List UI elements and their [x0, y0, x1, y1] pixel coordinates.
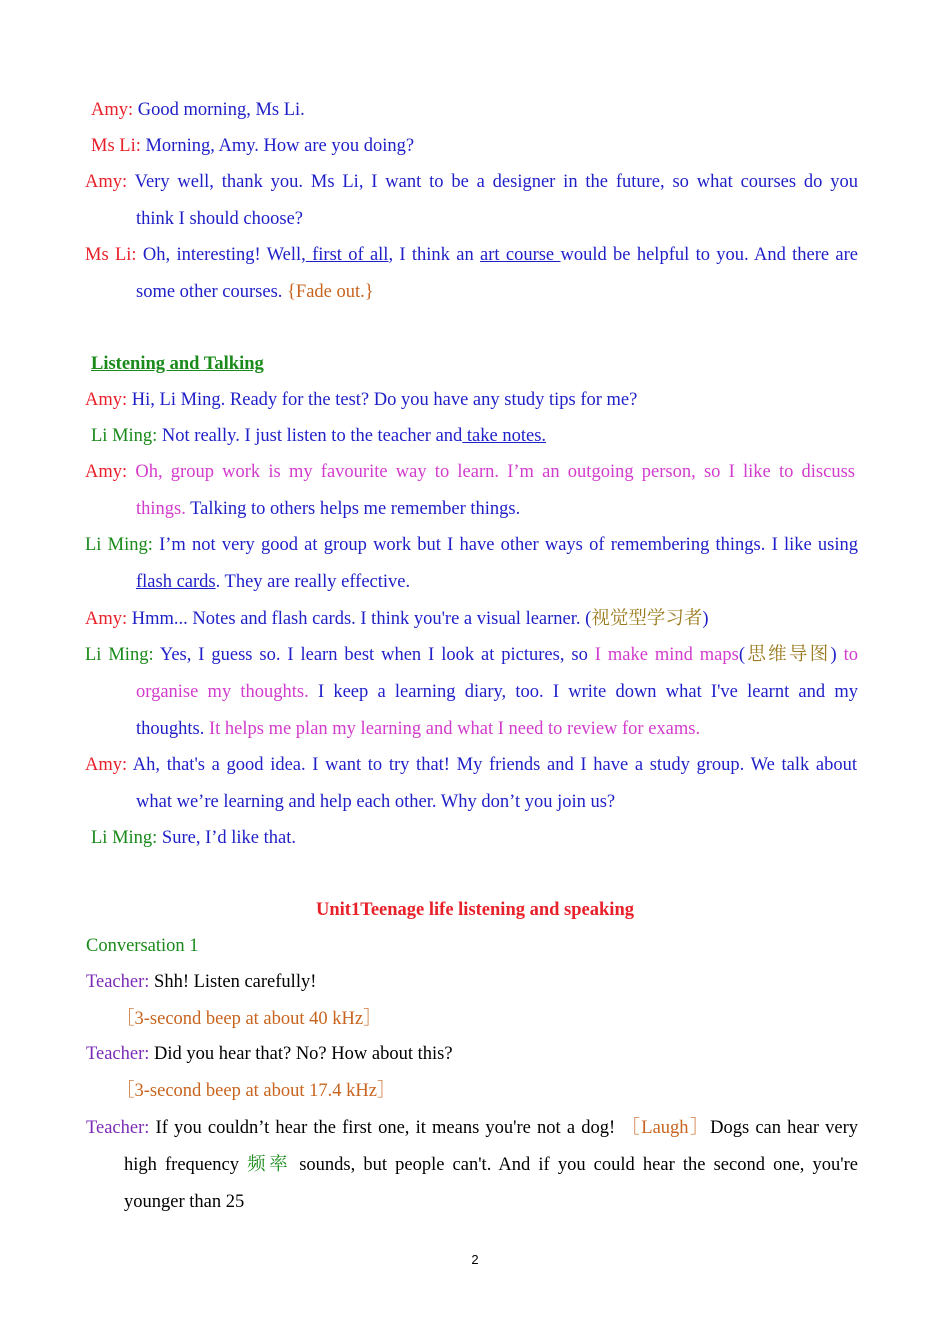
- dialogue-text: think I should choose?: [136, 209, 303, 229]
- speaker-label: Teacher:: [86, 1044, 150, 1064]
- dialogue-line: [85, 389, 637, 411]
- dialogue-text: would be helpful to you. And there are: [560, 245, 859, 265]
- dialogue-line: [85, 171, 858, 193]
- highlighted-text: It helps me plan my learning and what I need to review for exams.: [208, 719, 701, 739]
- dialogue-text: Good morning, Ms Li.: [133, 100, 305, 120]
- speaker-label: Ms Li:: [91, 136, 141, 156]
- dialogue-text: younger than 25: [124, 1192, 245, 1212]
- dialogue-text: I’m not very good at group work but I have other ways of remembering things. I like using: [152, 535, 858, 555]
- dialogue-text: Not really. I just listen to the teacher and: [157, 426, 463, 446]
- dialogue-text: high frequency: [124, 1155, 248, 1175]
- speaker-label: Amy:: [85, 609, 128, 629]
- dialogue-text: what we’re learning and help each other. Why don’t you join us?: [136, 792, 616, 812]
- dialogue-text: . They are really effective.: [215, 572, 411, 592]
- dialogue-text: Oh, group work is my favourite way to learn. I’m an outgoing person, so I like to discuss: [127, 462, 855, 482]
- dialogue-line-continued: [136, 681, 858, 703]
- chinese-gloss: 视觉型学习者: [591, 609, 703, 629]
- underlined-phrase: take notes.: [462, 426, 547, 446]
- dialogue-line-continued: [136, 571, 410, 593]
- dialogue-text: Yes, I guess so. I learn best when I look at pictures, so: [153, 645, 595, 665]
- sound-effect-note: ［3-second beep at about 40 kHz］: [116, 1009, 382, 1029]
- dialogue-text: ): [702, 609, 709, 629]
- dialogue-line: [85, 244, 858, 266]
- dialogue-line-continued: [136, 498, 520, 520]
- dialogue-line: [85, 644, 858, 666]
- dialogue-text: Shh! Listen carefully!: [149, 972, 317, 992]
- dialogue-text: Ah, that's a good idea. I want to try that! My friends and I have a study group. We talk about: [127, 755, 857, 775]
- speaker-label: Li Ming:: [91, 828, 158, 848]
- conversation-label: Conversation 1: [86, 936, 199, 956]
- dialogue-line: [91, 135, 414, 157]
- speaker-label: Amy:: [85, 755, 128, 775]
- sound-effect-note: ［3-second beep at about 17.4 kHz］: [116, 1081, 396, 1101]
- underlined-phrase: art course: [480, 245, 561, 265]
- dialogue-line: [85, 754, 857, 776]
- dialogue-text: some other courses.: [136, 282, 288, 302]
- section-title: Listening and Talking: [91, 354, 264, 374]
- dialogue-line-continued: [136, 791, 615, 813]
- dialogue-text: I keep a learning diary, too. I write down what I've learnt and my: [308, 682, 858, 702]
- dialogue-text: Hmm... Notes and flash cards. I think you're a visual learner. (: [127, 609, 592, 629]
- dialogue-line: [91, 827, 296, 849]
- dialogue-text: Oh, interesting! Well,: [136, 245, 306, 265]
- dialogue-text: Talking to others helps me remember things.: [185, 499, 521, 519]
- highlighted-text: to: [836, 645, 859, 665]
- dialogue-line-continued: [136, 281, 374, 303]
- speaker-label: Teacher:: [86, 1118, 150, 1138]
- underlined-phrase: flash cards: [136, 572, 216, 592]
- dialogue-text: (: [738, 645, 746, 665]
- dialogue-line-continued: [136, 208, 303, 230]
- speaker-label: Ms Li:: [85, 245, 137, 265]
- sound-effect-note: ［Laugh］: [621, 1118, 711, 1138]
- dialogue-line: [91, 425, 546, 447]
- speaker-label: Amy:: [85, 390, 128, 410]
- dialogue-text: If you couldn’t hear the first one, it means you're not a dog!: [149, 1118, 622, 1138]
- page-number: 2: [471, 1252, 479, 1267]
- stage-direction: {Fade out.}: [287, 282, 374, 302]
- speaker-label: Amy:: [85, 172, 128, 192]
- dialogue-line: [91, 99, 305, 121]
- highlighted-text: organise my thoughts.: [136, 682, 309, 702]
- dialogue-line-continued: [136, 718, 700, 740]
- dialogue-text: ): [830, 645, 837, 665]
- speaker-label: Li Ming:: [91, 426, 158, 446]
- dialogue-text: , I think an: [388, 245, 481, 265]
- unit-title: Unit1Teenage life listening and speaking: [316, 900, 634, 920]
- dialogue-text: Morning, Amy. How are you doing?: [140, 136, 415, 156]
- highlighted-text: things.: [136, 499, 186, 519]
- dialogue-text: thoughts.: [136, 719, 209, 739]
- underlined-phrase: first of all: [305, 245, 389, 265]
- dialogue-line-continued: [124, 1191, 244, 1213]
- chinese-gloss: 频率: [247, 1155, 292, 1175]
- dialogue-line-continued: [124, 1154, 858, 1176]
- dialogue-text: Dogs can hear very: [710, 1118, 859, 1138]
- speaker-label: Amy:: [91, 100, 134, 120]
- highlighted-text: I make mind maps: [594, 645, 739, 665]
- dialogue-text: Did you hear that? No? How about this?: [149, 1044, 453, 1064]
- speaker-label: Teacher:: [86, 972, 150, 992]
- dialogue-line: [85, 461, 855, 483]
- dialogue-line: [85, 534, 858, 556]
- dialogue-text: sounds, but people can't. And if you could hear the second one, you're: [291, 1155, 858, 1175]
- chinese-gloss: 思维导图: [745, 645, 831, 665]
- dialogue-text: Very well, thank you. Ms Li, I want to be a designer in the future, so what courses do you: [127, 172, 858, 192]
- dialogue-text: Hi, Li Ming. Ready for the test? Do you have any study tips for me?: [127, 390, 638, 410]
- speaker-label: Li Ming:: [85, 535, 153, 555]
- dialogue-line: [86, 1117, 858, 1139]
- dialogue-line: [86, 971, 316, 993]
- speaker-label: Li Ming:: [85, 645, 154, 665]
- dialogue-line: [86, 1043, 453, 1065]
- dialogue-line: [85, 608, 709, 630]
- speaker-label: Amy:: [85, 462, 128, 482]
- dialogue-text: Sure, I’d like that.: [157, 828, 297, 848]
